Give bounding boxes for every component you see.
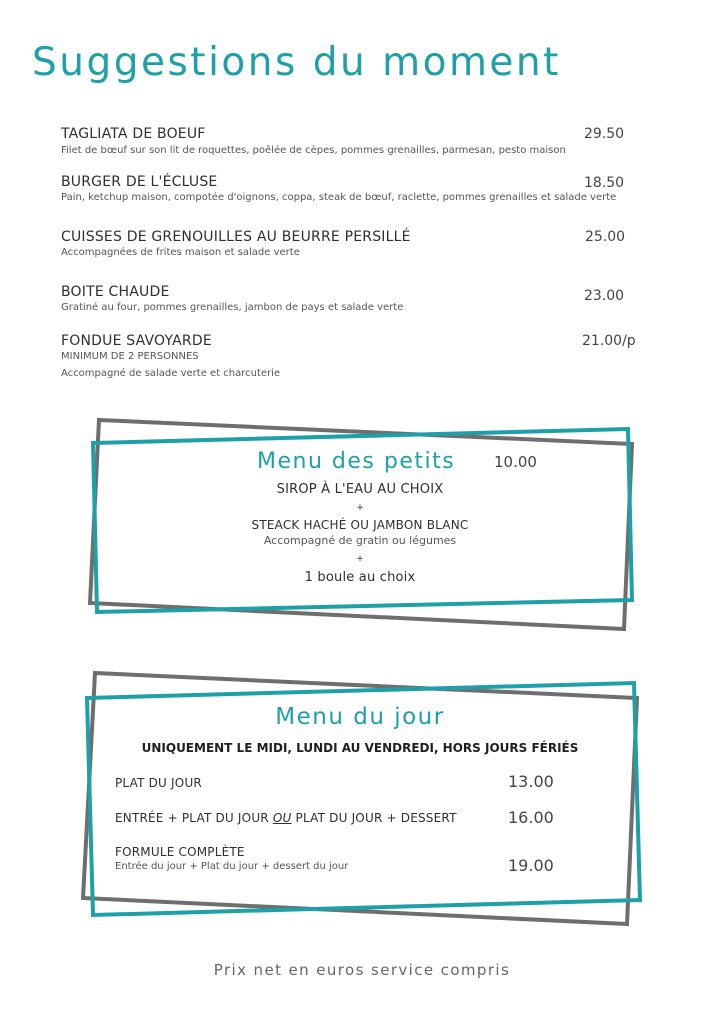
formule-complete-name: FORMULE COMPLÈTE	[115, 845, 245, 859]
combo-or: OU	[272, 811, 292, 825]
footer-note: Prix net en euros service compris	[213, 961, 511, 979]
menu-petits-item: 1 boule au choix	[304, 570, 416, 585]
menu-petits-price: 10.00	[494, 453, 537, 471]
plus-sign: +	[356, 503, 364, 513]
item-price: 23.00	[584, 288, 625, 304]
combo-part2: PLAT DU JOUR + DESSERT	[291, 811, 457, 825]
formule-complete-price: 19.00	[508, 856, 554, 875]
menu-petits-item-description: Accompagné de gratin ou légumes	[263, 534, 457, 547]
plat-du-jour-name: PLAT DU JOUR	[115, 776, 202, 790]
page-title: Suggestions du moment	[32, 40, 561, 85]
menu-jour-subtitle: UNIQUEMENT LE MIDI, LUNDI AU VENDREDI, HORS JOURS FÉRIÉS	[141, 741, 579, 755]
plat-du-jour-price: 13.00	[508, 772, 554, 791]
item-name: TAGLIATA DE BOEUF	[61, 126, 206, 142]
item-price: 21.00/p	[582, 333, 636, 349]
item-name: BOITE CHAUDE	[61, 284, 170, 300]
item-description: Gratiné au four, pommes grenailles, jambon de pays et salade verte	[61, 302, 404, 313]
menu-jour-title: Menu du jour	[275, 704, 445, 730]
item-name: FONDUE SAVOYARDE	[61, 333, 212, 349]
item-price: 18.50	[584, 175, 625, 191]
plus-sign: +	[356, 554, 364, 564]
item-name: CUISSES DE GRENOUILLES AU BEURRE PERSILLÉ	[61, 229, 411, 245]
combo-price: 16.00	[508, 808, 554, 827]
item-description: Pain, ketchup maison, compotée d'oignons, coppa, steak de bœuf, raclette, pommes grenailles et salade verte	[61, 192, 617, 203]
menu-petits-item: SIROP À L'EAU AU CHOIX	[276, 482, 444, 497]
item-name: BURGER DE L'ÉCLUSE	[61, 174, 218, 190]
menu-petits-title: Menu des petits	[257, 449, 456, 474]
combo-name	[115, 811, 457, 825]
formule-complete-description: Entrée du jour + Plat du jour + dessert du jour	[115, 861, 349, 872]
item-note: MINIMUM DE 2 PERSONNES	[61, 351, 199, 362]
item-price: 29.50	[584, 126, 625, 142]
menu-petits-item: STEACK HACHÉ OU JAMBON BLANC	[251, 518, 469, 532]
combo-part1: ENTRÉE + PLAT DU JOUR	[115, 811, 273, 825]
item-description: Accompagné de salade verte et charcuterie	[61, 368, 281, 379]
item-description: Accompagnées de frites maison et salade verte	[61, 247, 300, 258]
item-price: 25.00	[585, 229, 626, 245]
item-description: Filet de bœuf sur son lit de roquettes, poêlée de cèpes, pommes grenailles, parmesan, pesto maison	[61, 145, 566, 156]
